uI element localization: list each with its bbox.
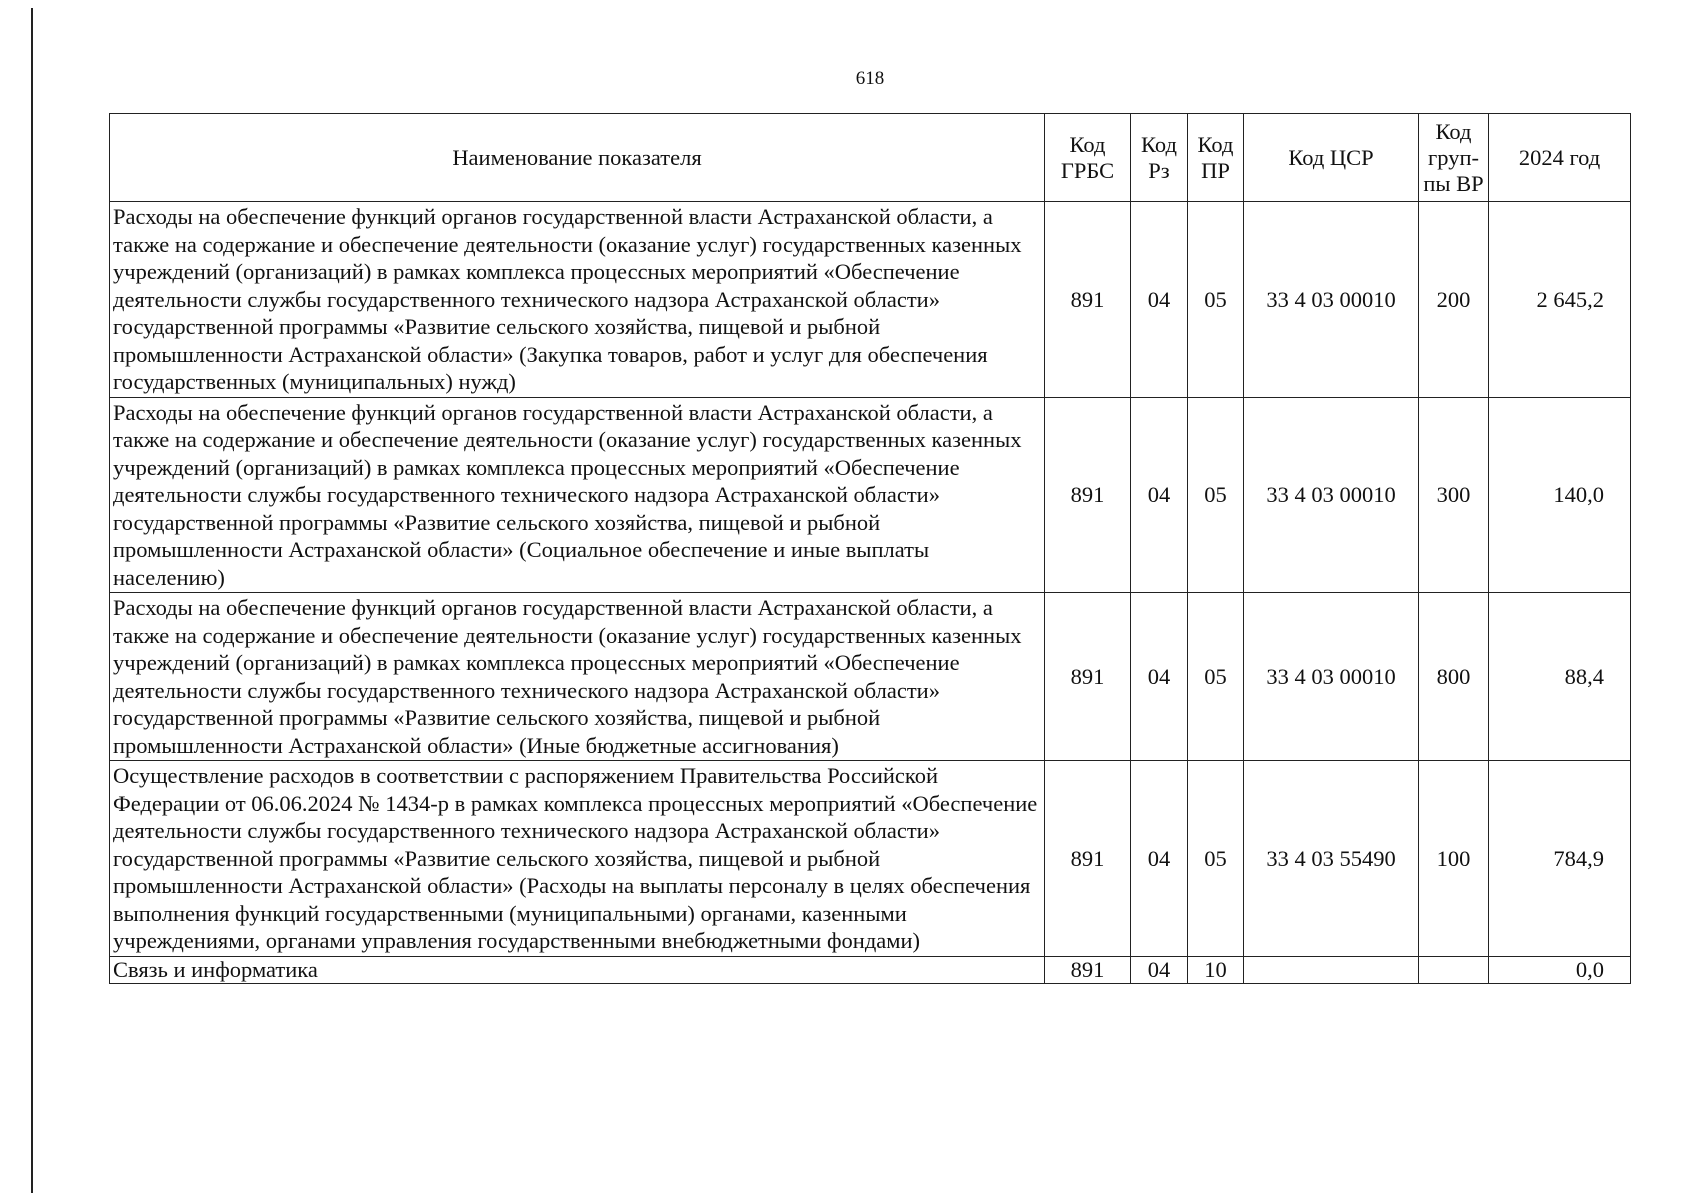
row-amount: 0,0 [1489,956,1631,983]
row-amount: 88,4 [1489,593,1631,761]
row-amount: 2 645,2 [1489,202,1631,398]
row-rz: 04 [1131,202,1188,398]
row-grbs: 891 [1045,593,1131,761]
header-vr: Код груп-пы ВР [1419,114,1489,202]
row-vr: 300 [1419,397,1489,593]
row-pr: 05 [1188,593,1244,761]
row-name: Осуществление расходов в соответствии с распоряжением Правительства Российской Федерации от 06.06.2024 № 1434-р в рамках комплекса процессных мероприятий «Обеспечение деятельности службы государственного технического надзора Астраханской области» государственной программы «Развитие сельского хозяйства, пищевой и рыбной промышленности Астраханской области» (Расходы на выплаты персоналу в целях обеспечения выполнения функций государственными (муниципальными) органами, казенными учреждениями, органами управления государственными внебюджетными фондами) [110,761,1045,957]
row-pr: 05 [1188,202,1244,398]
table-row [110,761,1631,957]
row-grbs: 891 [1045,956,1131,983]
row-rz: 04 [1131,956,1188,983]
budget-table [109,113,1631,984]
row-csr: 33 4 03 00010 [1244,593,1419,761]
row-name: Расходы на обеспечение функций органов государственной власти Астраханской области, а также на содержание и обеспечение деятельности (оказание услуг) государственных казенных учреждений (организаций) в рамках комплекса процессных мероприятий «Обеспечение деятельности службы государственного технического надзора Астраханской области» государственной программы «Развитие сельского хозяйства, пищевой и рыбной промышленности Астраханской области» (Иные бюджетные ассигнования) [110,593,1045,761]
row-rz: 04 [1131,761,1188,957]
row-rz: 04 [1131,593,1188,761]
row-vr: 100 [1419,761,1489,957]
row-pr: 05 [1188,761,1244,957]
row-vr: 200 [1419,202,1489,398]
table-header-row [110,114,1631,202]
header-rz: Код Рз [1131,114,1188,202]
header-year: 2024 год [1489,114,1631,202]
row-grbs: 891 [1045,202,1131,398]
header-csr: Код ЦСР [1244,114,1419,202]
row-csr: 33 4 03 00010 [1244,202,1419,398]
page-number: 618 [855,68,885,89]
row-pr: 05 [1188,397,1244,593]
row-grbs: 891 [1045,761,1131,957]
header-name: Наименование показателя [110,114,1045,202]
row-pr: 10 [1188,956,1244,983]
table-row [110,593,1631,761]
table-row [110,397,1631,593]
table-row [110,956,1631,983]
row-grbs: 891 [1045,397,1131,593]
row-amount: 140,0 [1489,397,1631,593]
row-amount: 784,9 [1489,761,1631,957]
row-rz: 04 [1131,397,1188,593]
row-name: Расходы на обеспечение функций органов государственной власти Астраханской области, а также на содержание и обеспечение деятельности (оказание услуг) государственных казенных учреждений (организаций) в рамках комплекса процессных мероприятий «Обеспечение деятельности службы государственного технического надзора Астраханской области» государственной программы «Развитие сельского хозяйства, пищевой и рыбной промышленности Астраханской области» (Закупка товаров, работ и услуг для обеспечения государственных (муниципальных) нужд) [110,202,1045,398]
header-pr: Код ПР [1188,114,1244,202]
table-row [110,202,1631,398]
row-vr [1419,956,1489,983]
row-csr: 33 4 03 00010 [1244,397,1419,593]
header-grbs: Код ГРБС [1045,114,1131,202]
row-csr [1244,956,1419,983]
row-name: Расходы на обеспечение функций органов государственной власти Астраханской области, а также на содержание и обеспечение деятельности (оказание услуг) государственных казенных учреждений (организаций) в рамках комплекса процессных мероприятий «Обеспечение деятельности службы государственного технического надзора Астраханской области» государственной программы «Развитие сельского хозяйства, пищевой и рыбной промышленности Астраханской области» (Социальное обеспечение и иные выплаты населению) [110,397,1045,593]
binding-margin-line [31,8,33,1193]
row-vr: 800 [1419,593,1489,761]
row-name: Связь и информатика [110,956,1045,983]
row-csr: 33 4 03 55490 [1244,761,1419,957]
